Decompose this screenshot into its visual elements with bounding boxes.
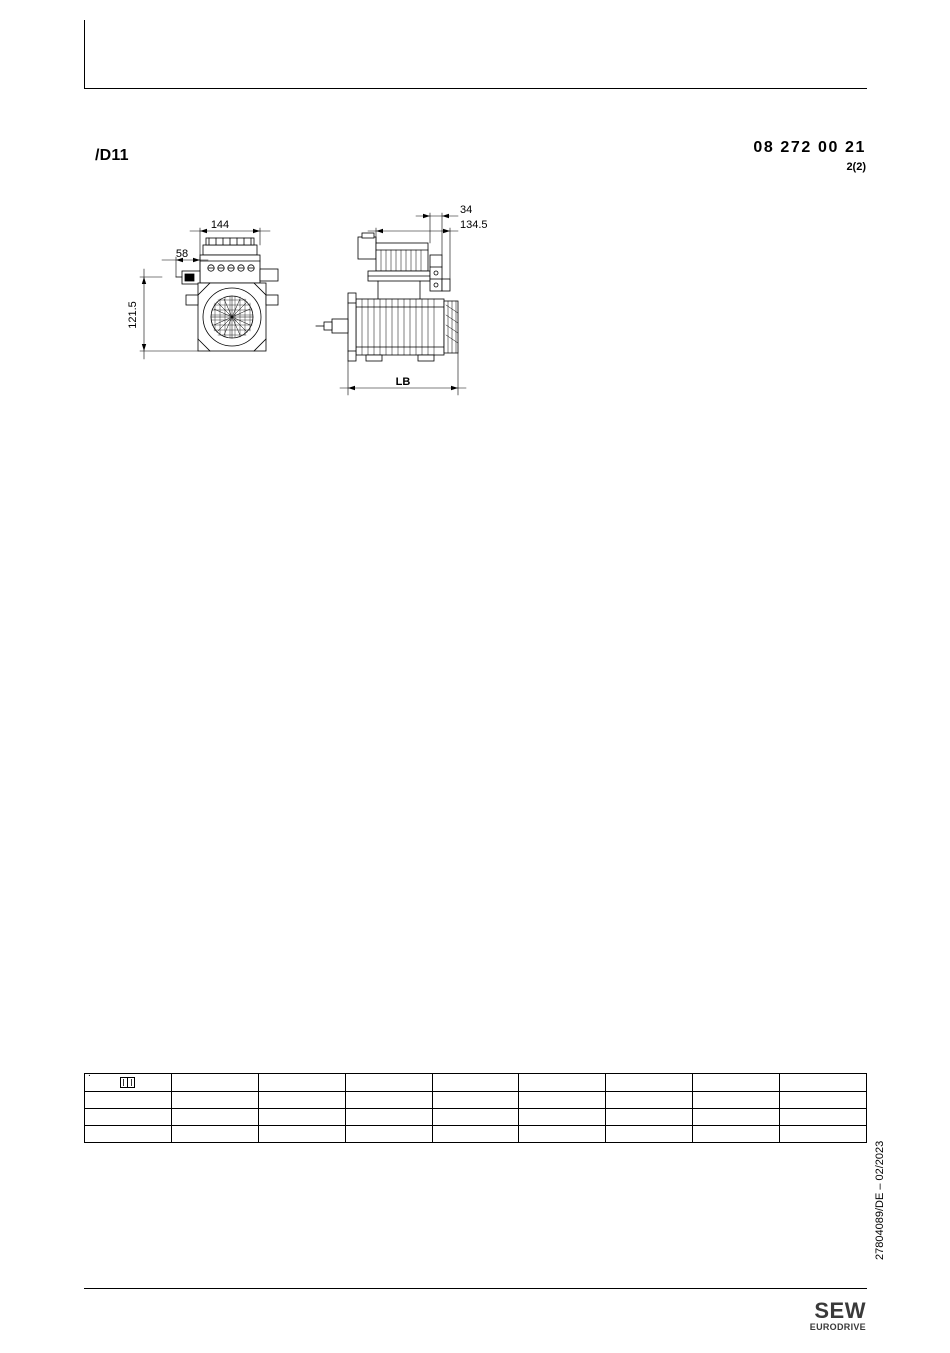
table-cell: [606, 1074, 693, 1092]
table-cell: [693, 1126, 780, 1143]
table-cell: [432, 1074, 519, 1092]
dim-label-144: 144: [210, 219, 230, 231]
table-row: [85, 1092, 867, 1109]
table-cell: [693, 1109, 780, 1126]
dim-label-134-5: 134.5: [460, 219, 488, 231]
technical-drawing: [110, 195, 530, 440]
table-cell: [171, 1126, 258, 1143]
document-number: 08 272 00 21: [753, 139, 866, 156]
logo-primary-text: SEW: [814, 1298, 866, 1323]
dim-label-34: 34: [460, 204, 473, 216]
table-cell: [606, 1092, 693, 1109]
table-cell: [345, 1074, 432, 1092]
side-document-code-wrapper: [874, 1100, 900, 1260]
table-cell: [171, 1109, 258, 1126]
table-cell: [85, 1109, 172, 1126]
table-cell: [606, 1126, 693, 1143]
table-cell: [432, 1109, 519, 1126]
dim-label-lb: LB: [395, 376, 411, 388]
table-row: [85, 1109, 867, 1126]
table-cell: [258, 1092, 345, 1109]
dim-label-58: 58: [175, 248, 189, 260]
book-icon: [120, 1077, 135, 1088]
revision-table: [84, 1068, 867, 1143]
table-cell: [171, 1074, 258, 1092]
table-cell: [519, 1126, 606, 1143]
table-cell: [432, 1092, 519, 1109]
variant-code: /D11: [95, 147, 129, 164]
table-cell: [519, 1074, 606, 1092]
table-cell: [345, 1092, 432, 1109]
sew-eurodrive-logo: [810, 1300, 866, 1332]
table-dot-marker: .: [88, 1068, 91, 1079]
table-cell: [519, 1109, 606, 1126]
table-cell: [85, 1126, 172, 1143]
table-cell: [780, 1126, 867, 1143]
side-document-code: 27804089/DE – 02/2023: [874, 1140, 886, 1260]
table-cell: [693, 1074, 780, 1092]
table-row: [85, 1126, 867, 1143]
dim-label-121-5: 121.5: [127, 301, 139, 329]
table-cell: [519, 1092, 606, 1109]
table-row: [85, 1074, 867, 1092]
table-cell: [258, 1126, 345, 1143]
table-cell: [345, 1126, 432, 1143]
frame-bottom-rule: [84, 1288, 867, 1289]
table-cell: [432, 1126, 519, 1143]
table-cell: [693, 1092, 780, 1109]
page-count: 2(2): [846, 161, 866, 173]
table-cell: [345, 1109, 432, 1126]
table-cell: [780, 1109, 867, 1126]
table-cell: [85, 1092, 172, 1109]
table-cell: [606, 1109, 693, 1126]
logo-secondary-text: EURODRIVE: [809, 1322, 866, 1332]
table-cell: [780, 1092, 867, 1109]
table-cell: [171, 1092, 258, 1109]
frame-top-rule: [84, 88, 867, 89]
table-cell: [258, 1074, 345, 1092]
frame-left-rule: [84, 20, 85, 88]
table-cell-book-icon: [85, 1074, 172, 1092]
table-cell: [258, 1109, 345, 1126]
table-cell: [780, 1074, 867, 1092]
